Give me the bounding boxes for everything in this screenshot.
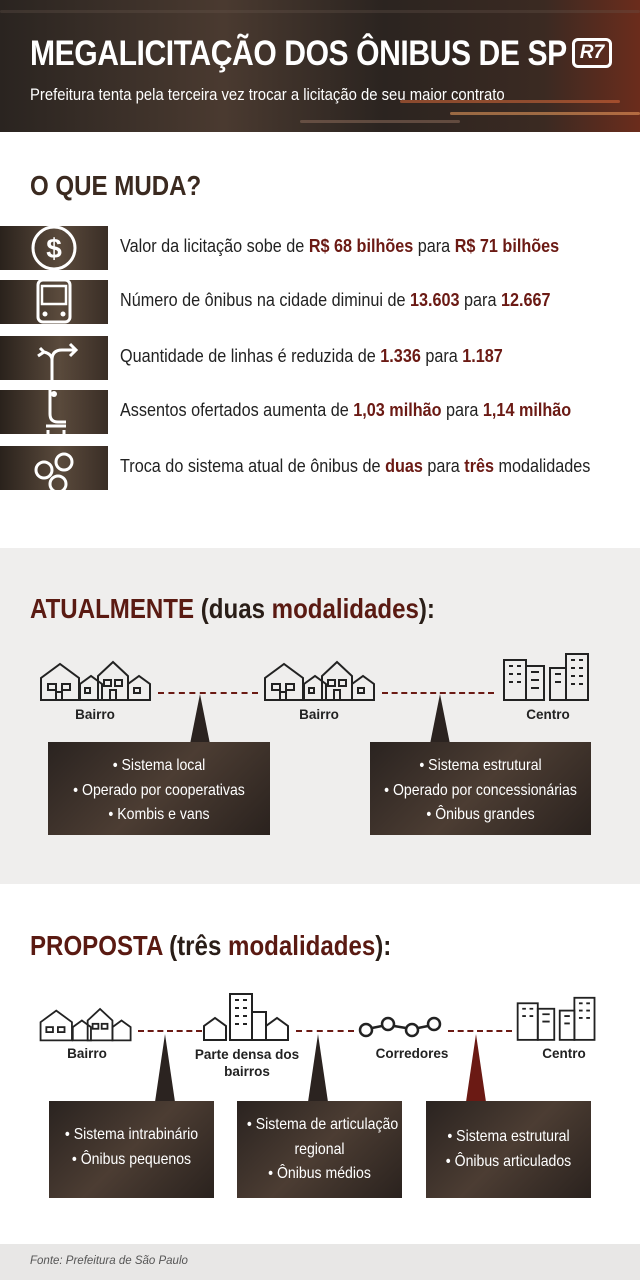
place-label: Bairro (67, 1046, 107, 1061)
route-arrow-icon (30, 330, 78, 386)
route-dash (296, 1030, 354, 1032)
network-circles-icon (30, 440, 78, 496)
dollar-icon (30, 220, 78, 276)
regional-system-box: • Sistema de articulação regional • Ônibus médios (237, 1101, 402, 1198)
changes-title: O QUE MUDA? (30, 170, 202, 201)
change-icon-tile (0, 390, 108, 434)
callout-pointer (430, 694, 450, 744)
place-label: Parte densa dos bairros (194, 1047, 300, 1079)
current-title: ATUALMENTE (duas modalidades): (30, 593, 435, 624)
buildings-icon (500, 648, 594, 702)
houses-icon (38, 656, 154, 702)
change-row (0, 390, 640, 434)
callout-pointer (466, 1034, 486, 1102)
bus-icon (30, 274, 78, 330)
place-label: Centro (526, 707, 570, 722)
callout-pointer (308, 1034, 328, 1102)
structural-system-box: • Sistema estrutural • Operado por concessionárias • Ônibus grandes (370, 742, 591, 835)
r7-logo: R7 (572, 38, 612, 68)
callout-pointer (190, 694, 210, 744)
seat-icon (30, 384, 78, 440)
place-label: Corredores (375, 1046, 449, 1061)
proposal-title: PROPOSTA (três modalidades): (30, 930, 392, 961)
page-subtitle: Prefeitura tenta pela terceira vez trocar a licitação de seu maior contrato (30, 86, 505, 104)
change-icon-tile (0, 226, 108, 270)
houses-icon (38, 1004, 134, 1042)
intrabinary-system-box: • Sistema intrabinário • Ônibus pequenos (49, 1101, 214, 1198)
source-note: Fonte: Prefeitura de São Paulo (30, 1255, 188, 1267)
change-icon-tile (0, 280, 108, 324)
change-text: Número de ônibus na cidade diminui de 13.603 para 12.667 (120, 290, 551, 310)
houses-icon (262, 656, 378, 702)
change-icon-tile (0, 336, 108, 380)
buildings-icon (514, 992, 600, 1042)
dense-neighborhood-icon (202, 990, 292, 1042)
structural-proposal-box: • Sistema estrutural • Ônibus articulados (426, 1101, 591, 1198)
place-label: Centro (542, 1046, 586, 1061)
local-system-box: • Sistema local • Operado por cooperativas • Kombis e vans (48, 742, 270, 835)
svg-text:$: $ (46, 233, 62, 264)
change-text: Quantidade de linhas é reduzida de 1.336 para 1.187 (120, 346, 503, 366)
change-row (0, 446, 640, 490)
change-text: Valor da licitação sobe de R$ 68 bilhões para R$ 71 bilhões (120, 236, 560, 256)
header-banner (0, 0, 640, 132)
page-title: MEGALICITAÇÃO DOS ÔNIBUS DE SP (30, 34, 567, 73)
footer (0, 1244, 640, 1280)
callout-pointer (155, 1034, 175, 1102)
route-dash (138, 1030, 202, 1032)
place-label: Bairro (299, 707, 339, 722)
place-label: Bairro (75, 707, 115, 722)
change-row (0, 226, 640, 270)
route-dash (448, 1030, 512, 1032)
change-row (0, 280, 640, 324)
change-row (0, 336, 640, 380)
corridor-stops-icon (356, 1014, 446, 1040)
change-text: Troca do sistema atual de ônibus de duas para três modalidades (120, 456, 591, 476)
change-icon-tile (0, 446, 108, 490)
change-text: Assentos ofertados aumenta de 1,03 milhão para 1,14 milhão (120, 400, 572, 420)
